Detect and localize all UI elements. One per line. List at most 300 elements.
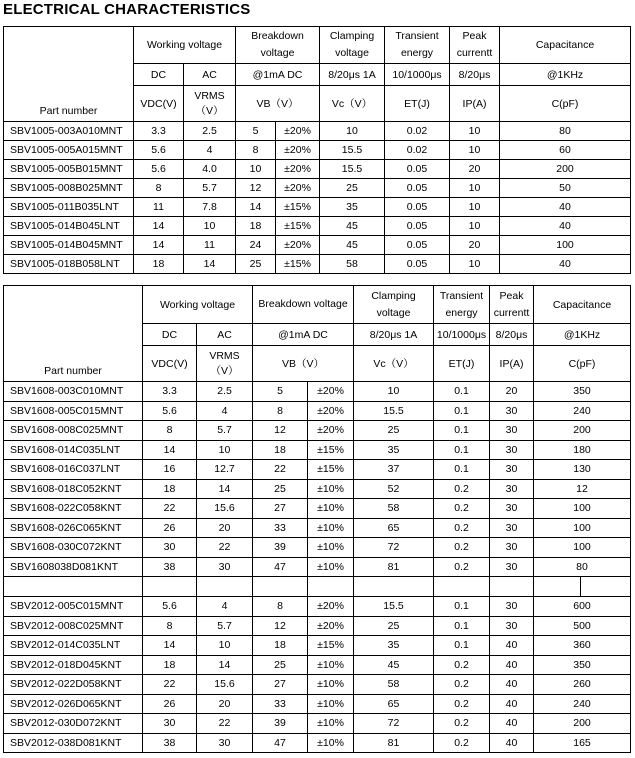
ip-cell: 10 (450, 255, 500, 274)
vac-cell: 14 (197, 655, 253, 675)
part-number-cell: SBV1005-005B015MNT (4, 160, 134, 179)
vc-cell: 35 (354, 636, 434, 656)
vac-cell: 2.5 (184, 122, 236, 141)
capacitance-cell: 80 (534, 557, 631, 577)
capacitance-cell: 180 (534, 440, 631, 460)
vc-cell: 15.5 (354, 597, 434, 617)
ip-cell: 30 (490, 479, 534, 499)
header-working-voltage: Working voltage (134, 27, 236, 64)
header-vc-condition: 8/20μs 1A (320, 64, 385, 86)
vdc-cell: 26 (143, 518, 197, 538)
ip-cell: 10 (450, 179, 500, 198)
header-et-condition: 10/1000μs (434, 324, 490, 346)
header-c-condition: @1KHz (500, 64, 631, 86)
part-number-cell: SBV1608-005C015MNT (4, 401, 143, 421)
vb-tolerance-cell: ±15% (308, 636, 354, 656)
et-cell: 0.2 (434, 675, 490, 695)
vc-cell: 15.5 (354, 401, 434, 421)
capacitance-cell: 240 (534, 401, 631, 421)
ip-cell: 30 (490, 597, 534, 617)
vc-cell: 25 (320, 179, 385, 198)
part-number-cell: SBV1608-008C025MNT (4, 421, 143, 441)
et-cell: 0.2 (434, 538, 490, 558)
vac-cell: 15.6 (197, 499, 253, 519)
vdc-cell: 5.6 (134, 160, 184, 179)
vc-cell: 45 (320, 217, 385, 236)
header-breakdown-voltage: Breakdown voltage (236, 27, 320, 64)
vac-cell: 15.6 (197, 675, 253, 695)
et-cell: 0.05 (385, 198, 450, 217)
vc-cell: 72 (354, 714, 434, 734)
header-ip-condition: 8/20μs (490, 324, 534, 346)
header-ac: AC (184, 64, 236, 86)
capacitance-cell: 40 (500, 255, 631, 274)
header-part-number: Part number (4, 286, 143, 382)
vdc-cell: 16 (143, 460, 197, 480)
ip-cell: 30 (490, 499, 534, 519)
part-number-cell: SBV1608038D081KNT (4, 557, 143, 577)
vb-tolerance-cell: ±10% (308, 499, 354, 519)
vb-cell: 25 (253, 655, 308, 675)
capacitance-cell: 350 (534, 655, 631, 675)
vac-cell: 30 (197, 557, 253, 577)
vb-cell: 39 (253, 538, 308, 558)
header-peak-current: Peak currentt (450, 27, 500, 64)
header-c-unit: C(pF) (500, 86, 631, 122)
et-cell: 0.1 (434, 460, 490, 480)
header-capacitance: Capacitance (534, 286, 631, 324)
ip-cell: 10 (450, 122, 500, 141)
vc-cell: 58 (354, 675, 434, 695)
vc-cell: 35 (354, 440, 434, 460)
table-row (4, 733, 631, 753)
vb-cell: 47 (253, 733, 308, 753)
header-transient-energy: Transient energy (385, 27, 450, 64)
vb-cell: 14 (236, 198, 276, 217)
header-ac: AC (197, 324, 253, 346)
header-vc-unit: Vc（V） (354, 346, 434, 382)
capacitance-cell: 360 (534, 636, 631, 656)
vdc-cell: 18 (143, 479, 197, 499)
vc-cell: 45 (320, 236, 385, 255)
table-row (4, 141, 631, 160)
vdc-cell: 14 (143, 440, 197, 460)
vb-cell: 24 (236, 236, 276, 255)
vdc-cell: 22 (143, 675, 197, 695)
capacitance-cell: 100 (534, 538, 631, 558)
header-et-unit: ET(J) (385, 86, 450, 122)
vc-cell: 65 (354, 518, 434, 538)
ip-cell: 40 (490, 694, 534, 714)
vc-cell: 15.5 (320, 141, 385, 160)
ip-cell: 20 (450, 236, 500, 255)
table-row (4, 217, 631, 236)
vc-cell: 37 (354, 460, 434, 480)
part-number-cell: SBV1608-022C058KNT (4, 499, 143, 519)
vb-tolerance-cell: ±20% (308, 382, 354, 402)
vdc-cell: 3.3 (143, 382, 197, 402)
header-vrms-unit: VRMS（V） (184, 86, 236, 122)
vac-cell: 7.8 (184, 198, 236, 217)
part-number-cell: SBV1608-014C035LNT (4, 440, 143, 460)
et-cell: 0.05 (385, 160, 450, 179)
vc-cell: 58 (320, 255, 385, 274)
vac-cell: 14 (197, 479, 253, 499)
vac-cell: 12.7 (197, 460, 253, 480)
vb-cell: 25 (253, 479, 308, 499)
et-cell: 0.1 (434, 597, 490, 617)
part-number-cell: SBV1005-003A010MNT (4, 122, 134, 141)
part-number-cell: SBV2012-005C015MNT (4, 597, 143, 617)
vb-tolerance-cell: ±10% (308, 714, 354, 734)
header-dc: DC (134, 64, 184, 86)
vdc-cell: 14 (134, 236, 184, 255)
et-cell: 0.2 (434, 733, 490, 753)
header-vrms-unit: VRMS（V） (197, 346, 253, 382)
page-title: ELECTRICAL CHARACTERISTICS (3, 1, 251, 18)
vb-cell: 12 (236, 179, 276, 198)
ip-cell: 30 (490, 557, 534, 577)
et-cell: 0.05 (385, 217, 450, 236)
vb-cell: 22 (253, 460, 308, 480)
vb-cell: 5 (236, 122, 276, 141)
header-ip-condition: 8/20μs (450, 64, 500, 86)
vdc-cell: 14 (143, 636, 197, 656)
header-et-condition: 10/1000μs (385, 64, 450, 86)
capacitance-cell: 40 (500, 217, 631, 236)
vb-tolerance-cell: ±20% (276, 160, 320, 179)
capacitance-cell: 260 (534, 675, 631, 695)
vac-cell: 20 (197, 694, 253, 714)
vc-cell: 45 (354, 655, 434, 675)
vdc-cell: 11 (134, 198, 184, 217)
header-vb-unit: VB（V） (236, 86, 320, 122)
header-vc-unit: Vc（V） (320, 86, 385, 122)
vb-tolerance-cell: ±15% (276, 255, 320, 274)
capacitance-cell: 60 (500, 141, 631, 160)
et-cell: 0.1 (434, 401, 490, 421)
header-part-number: Part number (4, 27, 134, 122)
capacitance-cell: 80 (500, 122, 631, 141)
table-row (4, 518, 631, 538)
capacitance-cell: 200 (534, 714, 631, 734)
et-cell: 0.05 (385, 179, 450, 198)
vb-tolerance-cell: ±20% (308, 421, 354, 441)
header-ip-unit: IP(A) (450, 86, 500, 122)
table-row (4, 122, 631, 141)
header-capacitance: Capacitance (500, 27, 631, 64)
header-dc: DC (143, 324, 197, 346)
header-transient-energy: Transient energy (434, 286, 490, 324)
table-row (4, 440, 631, 460)
capacitance-cell: 200 (534, 421, 631, 441)
ip-cell: 40 (490, 733, 534, 753)
capacitance-cell: 200 (500, 160, 631, 179)
spec-table-1608-2012 (3, 285, 631, 753)
header-vb-unit: VB（V） (253, 346, 354, 382)
vb-cell: 5 (253, 382, 308, 402)
ip-cell: 30 (490, 440, 534, 460)
capacitance-cell: 40 (500, 198, 631, 217)
part-number-cell: SBV1005-008B025MNT (4, 179, 134, 198)
vb-tolerance-cell: ±20% (276, 236, 320, 255)
capacitance-cell: 600 (534, 597, 631, 617)
part-number-cell: SBV1608-026C065KNT (4, 518, 143, 538)
part-number-cell: SBV1005-011B035LNT (4, 198, 134, 217)
et-cell: 0.1 (434, 440, 490, 460)
table-row (4, 636, 631, 656)
vac-cell: 20 (197, 518, 253, 538)
table-row (4, 557, 631, 577)
vc-cell: 15.5 (320, 160, 385, 179)
et-cell: 0.2 (434, 557, 490, 577)
et-cell: 0.2 (434, 714, 490, 734)
table-row (4, 479, 631, 499)
capacitance-cell: 130 (534, 460, 631, 480)
vac-cell: 4 (197, 401, 253, 421)
vdc-cell: 8 (134, 179, 184, 198)
vb-cell: 18 (253, 440, 308, 460)
vac-cell: 22 (197, 538, 253, 558)
ip-cell: 30 (490, 460, 534, 480)
ip-cell: 30 (490, 616, 534, 636)
header-et-unit: ET(J) (434, 346, 490, 382)
ip-cell: 10 (450, 198, 500, 217)
vc-cell: 58 (354, 499, 434, 519)
vac-cell: 5.7 (197, 616, 253, 636)
header-c-condition: @1KHz (534, 324, 631, 346)
vac-cell: 10 (197, 636, 253, 656)
table-row (4, 255, 631, 274)
table-row (4, 460, 631, 480)
et-cell: 0.2 (434, 694, 490, 714)
vdc-cell: 5.6 (143, 597, 197, 617)
vdc-cell: 8 (143, 616, 197, 636)
ip-cell: 20 (490, 382, 534, 402)
header-vdc-unit: VDC(V) (143, 346, 197, 382)
vb-cell: 27 (253, 499, 308, 519)
vc-cell: 65 (354, 694, 434, 714)
vc-cell: 72 (354, 538, 434, 558)
header-breakdown-voltage: Breakdown voltage (253, 286, 354, 324)
vb-cell: 47 (253, 557, 308, 577)
vac-cell: 10 (184, 217, 236, 236)
part-number-cell: SBV1005-018B058LNT (4, 255, 134, 274)
vb-tolerance-cell: ±15% (308, 440, 354, 460)
table-row (4, 655, 631, 675)
table-row (4, 499, 631, 519)
vdc-cell: 30 (143, 538, 197, 558)
ip-cell: 30 (490, 401, 534, 421)
capacitance-cell: 240 (534, 694, 631, 714)
vac-cell: 10 (197, 440, 253, 460)
table-row (4, 597, 631, 617)
header-vdc-unit: VDC(V) (134, 86, 184, 122)
vb-cell: 27 (253, 675, 308, 695)
et-cell: 0.05 (385, 236, 450, 255)
vb-tolerance-cell: ±10% (308, 733, 354, 753)
part-number-cell: SBV1608-016C037LNT (4, 460, 143, 480)
table-row (4, 675, 631, 695)
header-vb-condition: @1mA DC (236, 64, 320, 86)
vb-cell: 12 (253, 616, 308, 636)
table-row (4, 382, 631, 402)
table-row (4, 421, 631, 441)
table-row (4, 236, 631, 255)
vb-tolerance-cell: ±15% (308, 460, 354, 480)
vb-tolerance-cell: ±15% (276, 198, 320, 217)
vb-cell: 39 (253, 714, 308, 734)
vb-cell: 33 (253, 518, 308, 538)
vdc-cell: 5.6 (143, 401, 197, 421)
vb-cell: 8 (253, 401, 308, 421)
vdc-cell: 26 (143, 694, 197, 714)
vdc-cell: 38 (143, 733, 197, 753)
ip-cell: 30 (490, 518, 534, 538)
vac-cell: 4 (184, 141, 236, 160)
ip-cell: 40 (490, 655, 534, 675)
table-row (4, 616, 631, 636)
vb-tolerance-cell: ±10% (308, 479, 354, 499)
vc-cell: 81 (354, 557, 434, 577)
vc-cell: 81 (354, 733, 434, 753)
header-clamping-voltage: Clamping voltage (354, 286, 434, 324)
vb-cell: 8 (236, 141, 276, 160)
vb-cell: 8 (253, 597, 308, 617)
vb-tolerance-cell: ±20% (276, 122, 320, 141)
vb-cell: 25 (236, 255, 276, 274)
vb-cell: 18 (236, 217, 276, 236)
et-cell: 0.2 (434, 499, 490, 519)
part-number-cell: SBV2012-030D072KNT (4, 714, 143, 734)
vc-cell: 25 (354, 616, 434, 636)
spacer-row (4, 577, 631, 597)
vac-cell: 14 (184, 255, 236, 274)
vac-cell: 11 (184, 236, 236, 255)
et-cell: 0.02 (385, 122, 450, 141)
ip-cell: 20 (450, 160, 500, 179)
et-cell: 0.02 (385, 141, 450, 160)
vb-cell: 33 (253, 694, 308, 714)
capacitance-cell: 100 (500, 236, 631, 255)
header-working-voltage: Working voltage (143, 286, 253, 324)
part-number-cell: SBV1005-005A015MNT (4, 141, 134, 160)
part-number-cell: SBV1005-014B045MNT (4, 236, 134, 255)
capacitance-cell: 100 (534, 499, 631, 519)
header-ip-unit: IP(A) (490, 346, 534, 382)
part-number-cell: SBV2012-022D058KNT (4, 675, 143, 695)
vdc-cell: 18 (143, 655, 197, 675)
vac-cell: 30 (197, 733, 253, 753)
ip-cell: 10 (450, 141, 500, 160)
header-vc-condition: 8/20μs 1A (354, 324, 434, 346)
table-row (4, 198, 631, 217)
capacitance-cell: 12 (534, 479, 631, 499)
table-row (4, 694, 631, 714)
vdc-cell: 8 (143, 421, 197, 441)
ip-cell: 40 (490, 675, 534, 695)
table-row (4, 401, 631, 421)
vb-cell: 12 (253, 421, 308, 441)
et-cell: 0.1 (434, 421, 490, 441)
vc-cell: 10 (320, 122, 385, 141)
part-number-cell: SBV1608-018C052KNT (4, 479, 143, 499)
ip-cell: 30 (490, 538, 534, 558)
table-row (4, 714, 631, 734)
vac-cell: 5.7 (184, 179, 236, 198)
header-clamping-voltage: Clamping voltage (320, 27, 385, 64)
ip-cell: 40 (490, 714, 534, 734)
et-cell: 0.05 (385, 255, 450, 274)
ip-cell: 10 (450, 217, 500, 236)
part-number-cell: SBV2012-026D065KNT (4, 694, 143, 714)
vb-tolerance-cell: ±10% (308, 655, 354, 675)
et-cell: 0.1 (434, 382, 490, 402)
vc-cell: 35 (320, 198, 385, 217)
capacitance-cell: 350 (534, 382, 631, 402)
vac-cell: 5.7 (197, 421, 253, 441)
vb-tolerance-cell: ±10% (308, 538, 354, 558)
capacitance-cell: 50 (500, 179, 631, 198)
et-cell: 0.2 (434, 655, 490, 675)
vdc-cell: 22 (143, 499, 197, 519)
vdc-cell: 14 (134, 217, 184, 236)
vc-cell: 10 (354, 382, 434, 402)
et-cell: 0.1 (434, 616, 490, 636)
table-row (4, 538, 631, 558)
vb-cell: 18 (253, 636, 308, 656)
part-number-cell: SBV1608-030C072KNT (4, 538, 143, 558)
part-number-cell: SBV2012-008C025MNT (4, 616, 143, 636)
vdc-cell: 30 (143, 714, 197, 734)
part-number-cell: SBV2012-018D045KNT (4, 655, 143, 675)
part-number-cell: SBV2012-038D081KNT (4, 733, 143, 753)
vb-tolerance-cell: ±15% (276, 217, 320, 236)
vac-cell: 22 (197, 714, 253, 734)
vc-cell: 25 (354, 421, 434, 441)
vb-tolerance-cell: ±20% (276, 141, 320, 160)
vb-cell: 10 (236, 160, 276, 179)
vb-tolerance-cell: ±10% (308, 518, 354, 538)
et-cell: 0.2 (434, 479, 490, 499)
vdc-cell: 3.3 (134, 122, 184, 141)
spec-table-1005 (3, 26, 631, 274)
capacitance-cell: 500 (534, 616, 631, 636)
vb-tolerance-cell: ±20% (308, 401, 354, 421)
part-number-cell: SBV1005-014B045LNT (4, 217, 134, 236)
header-vb-condition: @1mA DC (253, 324, 354, 346)
vdc-cell: 5.6 (134, 141, 184, 160)
vb-tolerance-cell: ±20% (276, 179, 320, 198)
vac-cell: 4 (197, 597, 253, 617)
vb-tolerance-cell: ±10% (308, 694, 354, 714)
vdc-cell: 38 (143, 557, 197, 577)
part-number-cell: SBV2012-014C035LNT (4, 636, 143, 656)
part-number-cell: SBV1608-003C010MNT (4, 382, 143, 402)
vb-tolerance-cell: ±20% (308, 597, 354, 617)
et-cell: 0.2 (434, 518, 490, 538)
vac-cell: 4.0 (184, 160, 236, 179)
ip-cell: 30 (490, 421, 534, 441)
vb-tolerance-cell: ±10% (308, 675, 354, 695)
vb-tolerance-cell: ±10% (308, 557, 354, 577)
header-c-unit: C(pF) (534, 346, 631, 382)
vac-cell: 2.5 (197, 382, 253, 402)
table-row (4, 160, 631, 179)
vdc-cell: 18 (134, 255, 184, 274)
ip-cell: 40 (490, 636, 534, 656)
vb-tolerance-cell: ±20% (308, 616, 354, 636)
